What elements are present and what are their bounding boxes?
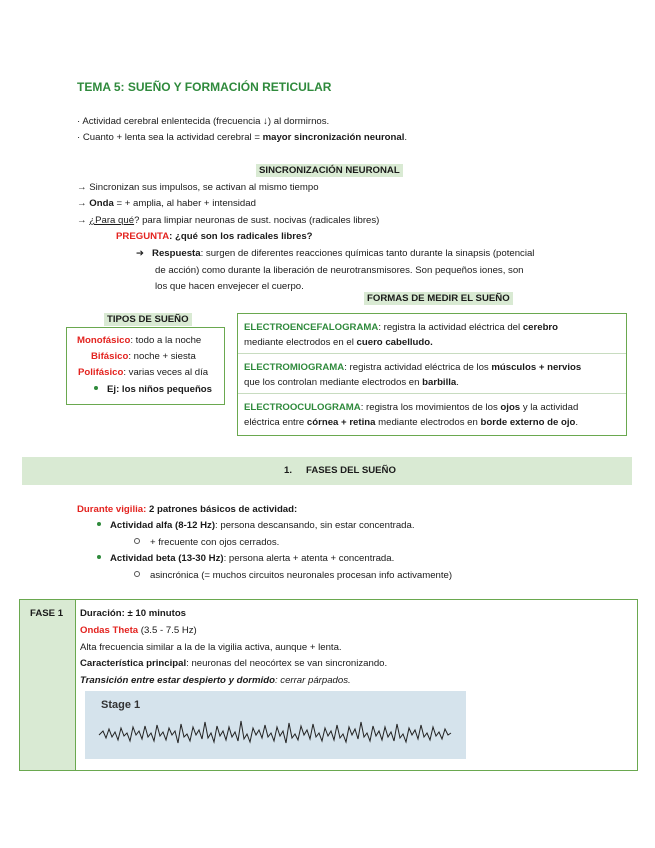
stage1-label: Stage 1	[101, 699, 141, 711]
fase1-transicion: Transición entre estar despierto y dormido: cerrar párpados.	[80, 675, 351, 686]
sync-heading: SINCRONIZACIÓN NEURONAL	[256, 164, 403, 177]
tipo-bifasico: Bifásico: noche + siesta	[91, 351, 196, 362]
bullet-icon	[97, 555, 101, 559]
intro-line-1: · Actividad cerebral enlentecida (frecuencia ↓) al dormirnos.	[77, 116, 330, 127]
eeg-wave-icon	[85, 691, 466, 759]
fase1-ondas: Ondas Theta (3.5 - 7.5 Hz)	[80, 625, 197, 636]
tipos-box	[66, 327, 225, 405]
eeg-cell: ELECTROENCEFALOGRAMA: registra la actividad eléctrica del cerebro mediante electrodos en el cuero cabelludo.	[238, 314, 626, 354]
respuesta-line-3: los que hacen envejecer el cuerpo.	[155, 281, 304, 292]
arrow-icon: ➔	[136, 248, 145, 259]
tipo-ejemplo: Ej: los niños pequeños	[94, 383, 212, 396]
stage1-eeg-image	[85, 691, 466, 759]
section-fases-title: 1. FASES DEL SUEÑO	[284, 465, 396, 476]
eog-cell: ELECTROOCULOGRAMA: registra los movimientos de los ojos y la actividad eléctrica entre córnea + retina mediante electrodos en borde externo de ojo.	[244, 402, 579, 428]
formas-box	[237, 313, 627, 436]
formas-heading: FORMAS DE MEDIR EL SUEÑO	[364, 292, 513, 305]
circle-bullet-icon	[134, 538, 140, 544]
intro-line-2: · Cuanto + lenta sea la actividad cerebral = mayor sincronización neuronal.	[77, 132, 408, 143]
section-fases-bar	[22, 457, 632, 485]
sync-line-3: → ¿Para qué? para limpiar neuronas de sust. nocivas (radicales libres)	[77, 215, 380, 226]
fase1-label: FASE 1	[30, 608, 64, 619]
beta-sub: asincrónica (= muchos circuitos neuronales procesan info activamente)	[134, 569, 452, 582]
emg-cell: ELECTROMIOGRAMA: registra actividad eléctrica de los músculos + nervios que los controlan mediante electrodos en barbilla.	[238, 354, 626, 394]
bullet-icon	[97, 522, 101, 526]
sync-line-2: → Onda = + amplia, al haber + intensidad	[77, 198, 256, 209]
circle-bullet-icon	[134, 571, 140, 577]
beta-item: Actividad beta (13-30 Hz): persona alerta + atenta + concentrada.	[97, 552, 394, 565]
tipo-monofasico: Monofásico: todo a la noche	[77, 335, 202, 346]
bullet-icon	[94, 386, 98, 390]
alfa-sub: + frecuente con ojos cerrados.	[134, 536, 279, 549]
sync-line-1: → Sincronizan sus impulsos, se activan al mismo tiempo	[77, 182, 319, 193]
tipo-polifasico: Polifásico: varias veces al día	[78, 367, 209, 378]
fase1-caracteristica: Característica principal: neuronas del neocórtex se van sincronizando.	[80, 658, 388, 669]
respuesta-line-1: ➔ Respuesta: surgen de diferentes reacciones químicas tanto durante la sinapsis (potencial	[136, 248, 535, 259]
page-title: TEMA 5: SUEÑO Y FORMACIÓN RETICULAR	[77, 80, 332, 94]
fase1-duracion: Duración: ± 10 minutos	[80, 608, 187, 619]
fase1-label-cell	[20, 600, 76, 770]
pregunta: PREGUNTA: ¿qué son los radicales libres?	[116, 231, 313, 242]
tipos-heading: TIPOS DE SUEÑO	[104, 313, 192, 326]
vigilia-intro: Durante vigilia: 2 patrones básicos de actividad:	[77, 504, 298, 515]
respuesta-line-2: de acción) como durante la liberación de neurotransmisores. Son pequeños iones, son	[155, 265, 524, 276]
alfa-item: Actividad alfa (8-12 Hz): persona descansando, sin estar concentrada.	[97, 519, 415, 532]
fase1-line-3: Alta frecuencia similar a la de la vigilia activa, aunque + lenta.	[80, 642, 342, 653]
